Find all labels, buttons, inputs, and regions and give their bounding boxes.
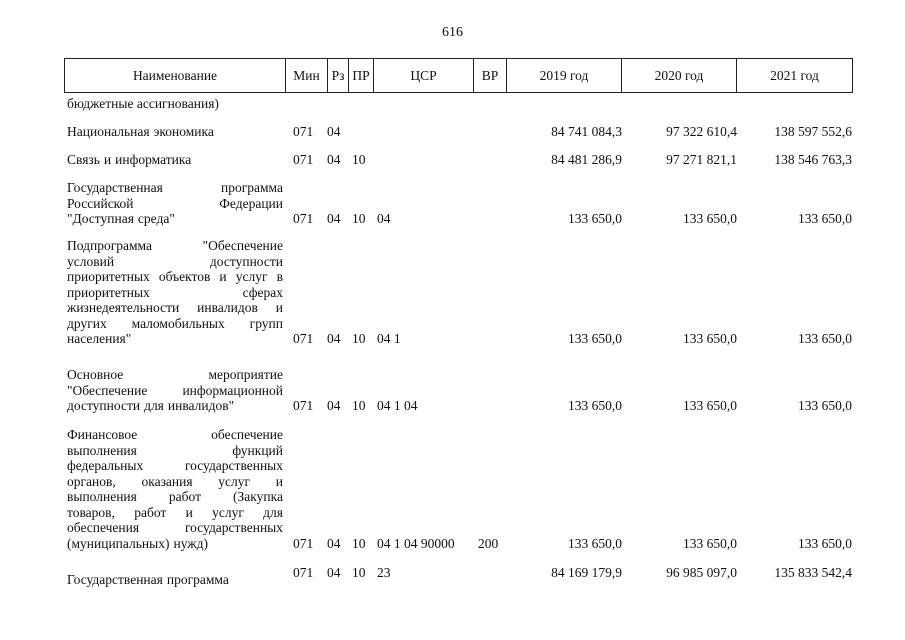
cell-min: 071 bbox=[293, 331, 314, 346]
cell-y2019: 133 650,0 bbox=[568, 331, 622, 346]
cell-y2021: 135 833 542,4 bbox=[774, 565, 852, 580]
cell-y2019: 133 650,0 bbox=[568, 535, 622, 551]
cell-min: 071 bbox=[293, 124, 314, 139]
row-name: Связь и информатика bbox=[67, 152, 192, 167]
cell-csr: 04 bbox=[377, 211, 391, 226]
header-vr: ВР bbox=[474, 59, 507, 92]
cell-y2020: 97 322 610,4 bbox=[666, 124, 737, 139]
cell-rz: 04 bbox=[327, 331, 341, 346]
cell-pr: 10 bbox=[352, 398, 366, 413]
header-pr: ПР bbox=[349, 59, 374, 92]
cell-pr: 10 bbox=[352, 565, 366, 580]
cell-min: 071 bbox=[293, 211, 314, 226]
cell-rz: 04 bbox=[327, 535, 341, 551]
cell-y2021: 133 650,0 bbox=[798, 211, 852, 226]
cell-y2019: 133 650,0 bbox=[568, 211, 622, 226]
cell-rz: 04 bbox=[327, 398, 341, 413]
header-2019: 2019 год bbox=[507, 59, 622, 92]
cell-y2020: 133 650,0 bbox=[683, 331, 737, 346]
cell-y2020: 133 650,0 bbox=[683, 398, 737, 413]
continuation-text: бюджетные ассигнования) bbox=[67, 96, 219, 111]
cell-csr: 23 bbox=[377, 565, 391, 580]
row-name: Государственная программа Российской Федерации "Доступная среда" bbox=[67, 180, 283, 226]
cell-min: 071 bbox=[293, 565, 314, 580]
header-min: Мин bbox=[286, 59, 328, 92]
header-2021: 2021 год bbox=[770, 68, 819, 83]
header-name: Наименование bbox=[65, 59, 286, 92]
cell-rz: 04 bbox=[327, 124, 341, 139]
cell-y2019: 84 481 286,9 bbox=[551, 152, 622, 167]
cell-y2019: 84 741 084,3 bbox=[551, 124, 622, 139]
cell-pr: 10 bbox=[352, 535, 366, 551]
cell-y2021: 138 597 552,6 bbox=[774, 124, 852, 139]
table-header bbox=[64, 58, 853, 93]
row-name: Основное мероприятие "Обеспечение информационной доступности для инвалидов" bbox=[67, 367, 283, 413]
header-csr: ЦСР bbox=[374, 59, 474, 92]
row-name: Национальная экономика bbox=[67, 124, 214, 139]
cell-y2021: 138 546 763,3 bbox=[774, 152, 852, 167]
cell-rz: 04 bbox=[327, 565, 341, 580]
header-2020: 2020 год bbox=[622, 59, 737, 92]
cell-y2020: 97 271 821,1 bbox=[666, 152, 737, 167]
cell-y2020: 133 650,0 bbox=[683, 211, 737, 226]
row-name: Подпрограмма "Обеспечение условий доступности приоритетных объектов и услуг в приоритетных сферах жизнедеятельности инвалидов и других маломобильных групп населения" bbox=[67, 238, 283, 346]
cell-y2021: 133 650,0 bbox=[798, 398, 852, 413]
cell-csr: 04 1 04 bbox=[377, 398, 418, 413]
cell-pr: 10 bbox=[352, 152, 366, 167]
row-name: Государственная программа bbox=[67, 572, 229, 587]
cell-y2021: 133 650,0 bbox=[798, 331, 852, 346]
cell-y2021: 133 650,0 bbox=[798, 535, 852, 551]
row-name: Финансовое обеспечение выполнения функций федеральных государственных органов, оказания услуг и выполнения работ (Закупка товаров, работ и услуг для обеспечения государственных (муниципальных) нужд) bbox=[67, 427, 283, 551]
page-number: 616 bbox=[442, 25, 463, 40]
cell-y2020: 96 985 097,0 bbox=[666, 565, 737, 580]
cell-min: 071 bbox=[293, 152, 314, 167]
cell-csr: 04 1 04 90000 bbox=[377, 535, 455, 551]
cell-rz: 04 bbox=[327, 152, 341, 167]
cell-min: 071 bbox=[293, 535, 314, 551]
cell-vr: 200 bbox=[478, 535, 499, 551]
cell-rz: 04 bbox=[327, 211, 341, 226]
cell-y2019: 84 169 179,9 bbox=[551, 565, 622, 580]
cell-csr: 04 1 bbox=[377, 331, 401, 346]
cell-y2020: 133 650,0 bbox=[683, 535, 737, 551]
cell-pr: 10 bbox=[352, 211, 366, 226]
cell-min: 071 bbox=[293, 398, 314, 413]
header-rz: Рз bbox=[328, 59, 349, 92]
cell-pr: 10 bbox=[352, 331, 366, 346]
cell-y2019: 133 650,0 bbox=[568, 398, 622, 413]
